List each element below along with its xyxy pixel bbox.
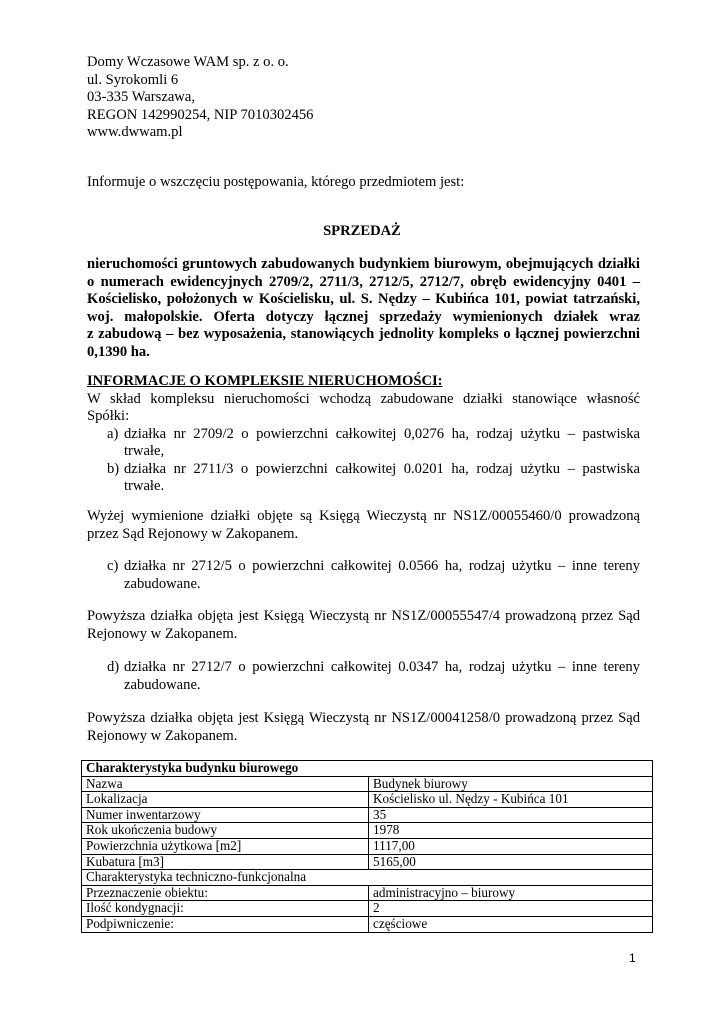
table-cell-label: Kubatura [m3] (82, 854, 369, 870)
table-cell-value: 35 (369, 807, 653, 823)
table-cell-value: Budynek biurowy (369, 776, 653, 792)
table-cell-value: 5165,00 (369, 854, 653, 870)
list-item-line: działka nr 2709/2 o powierzchni całkowitej 0,0276 ha, rodzaj użytku – pastwiska (124, 425, 640, 442)
table-cell-label: Podpiwniczenie: (82, 916, 369, 932)
table-cell-label: Powierzchnia użytkowa [m2] (82, 838, 369, 854)
company-city: 03-335 Warszawa, (87, 89, 195, 105)
document-title: SPRZEDAŻ (323, 223, 401, 239)
list-label: a) (107, 425, 119, 442)
company-street: ul. Syrokomli 6 (87, 71, 179, 88)
paragraph-line: Rejonowy w Zakopanem. (87, 727, 238, 744)
paragraph-line: Powyższa działka objęta jest Księgą Wieczystą nr NS1Z/00041258/0 prowadzoną przez Sąd (87, 710, 640, 726)
table-cell-value: administracyjno – biurowy (369, 885, 653, 901)
info-intro-line: Spółki: (87, 408, 130, 424)
list-item-line: działka nr 2712/7 o powierzchni całkowitej 0.0347 ha, rodzaj użytku – inne tereny (124, 659, 640, 675)
list-item-d-block (87, 659, 640, 694)
table-cell-label: Rok ukończenia budowy (82, 823, 369, 839)
subject-paragraph (87, 256, 640, 361)
table-row (82, 792, 653, 808)
list-item-a (87, 426, 640, 461)
table-cell-value: 2 (369, 901, 653, 917)
table-section-cell: Charakterystyka techniczno-funkcjonalna (82, 870, 653, 886)
table-cell-label: Przeznaczenie obiektu: (82, 885, 369, 901)
table-header-cell: Charakterystyka budynku biurowego (82, 761, 653, 777)
table-cell-value: 1117,00 (369, 838, 653, 854)
list-item-c-block (87, 558, 640, 593)
list-item-line: działka nr 2711/3 o powierzchni całkowitej 0.0201 ha, rodzaj użytku – pastwiska (124, 460, 640, 477)
table-row (82, 807, 653, 823)
intro-text: Informuje o wszczęciu postępowania, którego przedmiotem jest: (87, 174, 465, 190)
table-cell-label: Lokalizacja (82, 792, 369, 808)
table-cell-value: Kościelisko ul. Nędzy - Kubińca 101 (369, 792, 653, 808)
company-website[interactable]: www.dwwam.pl (87, 124, 183, 140)
table-row (82, 916, 653, 932)
table-section-row (82, 870, 653, 886)
subject-line: 0,1390 ha. (87, 343, 150, 360)
table-row (82, 838, 653, 854)
table-cell-value: częściowe (369, 916, 653, 932)
table-cell-label: Nazwa (82, 776, 369, 792)
table-row (82, 854, 653, 870)
table-row (82, 901, 653, 917)
subject-line: o numerach ewidencyjnych 2709/2, 2711/3, 2712/5, 2712/7, obręb ewidencyjny 0401 – (87, 273, 640, 290)
paragraph-line: Wyżej wymienione działki objęte są Księgą Wieczystą nr NS1Z/00055460/0 prowadzoną (87, 508, 640, 524)
list-item-b (87, 461, 640, 496)
company-name: Domy Wczasowe WAM sp. z o. o. (87, 54, 289, 70)
land-register-paragraph-3 (87, 710, 640, 745)
subject-line: woj. małopolskie. Oferta dotyczy łącznej sprzedaży wymienionych działek wraz (87, 308, 640, 325)
list-item-line: zabudowane. (124, 575, 201, 592)
page-number: 1 (629, 951, 636, 965)
table-cell-label: Numer inwentarzowy (82, 807, 369, 823)
info-section (87, 373, 640, 496)
land-register-paragraph-1 (87, 508, 640, 543)
table-row (82, 885, 653, 901)
table-cell-label: Ilość kondygnacji: (82, 901, 369, 917)
company-header (87, 54, 313, 142)
paragraph-line: Powyższa działka objęta jest Księgą Wieczystą nr NS1Z/00055547/4 prowadzoną przez Sąd (87, 608, 640, 624)
subject-line: nieruchomości gruntowych zabudowanych budynkiem biurowym, obejmujących działki (87, 256, 640, 272)
list-item-c (87, 558, 640, 593)
subject-line: z zabudową – bez wyposażenia, stanowiących jednolity kompleks o łącznej powierzchni (87, 326, 640, 342)
paragraph-line: Rejonowy w Zakopanem. (87, 625, 238, 642)
list-item-line: zabudowane. (124, 676, 201, 693)
table-header-row (82, 761, 653, 777)
list-item-line: trwałe. (124, 478, 165, 494)
building-characteristics-table (81, 760, 653, 933)
info-heading: INFORMACJE O KOMPLEKSIE NIERUCHOMOŚCI: (87, 373, 443, 389)
list-item-d (87, 659, 640, 694)
company-regon-nip: REGON 142990254, NIP 7010302456 (87, 106, 314, 123)
subject-line: Kościelisko, położonych w Kościelisku, ul. S. Nędzy – Kubińca 101, powiat tatrzański, (87, 291, 640, 307)
list-label: d) (107, 659, 120, 675)
table-row (82, 823, 653, 839)
land-register-paragraph-2 (87, 608, 640, 643)
list-label: c) (107, 558, 119, 574)
paragraph-line: przez Sąd Rejonowy w Zakopanem. (87, 525, 299, 542)
table-cell-value: 1978 (369, 823, 653, 839)
list-item-line: działka nr 2712/5 o powierzchni całkowitej 0.0566 ha, rodzaj użytku – inne tereny (124, 558, 640, 574)
list-item-line: trwałe, (124, 443, 165, 459)
table-row (82, 776, 653, 792)
list-label: b) (107, 460, 120, 477)
info-intro-line: W skład kompleksu nieruchomości wchodzą zabudowane działki stanowiące własność (87, 390, 640, 407)
